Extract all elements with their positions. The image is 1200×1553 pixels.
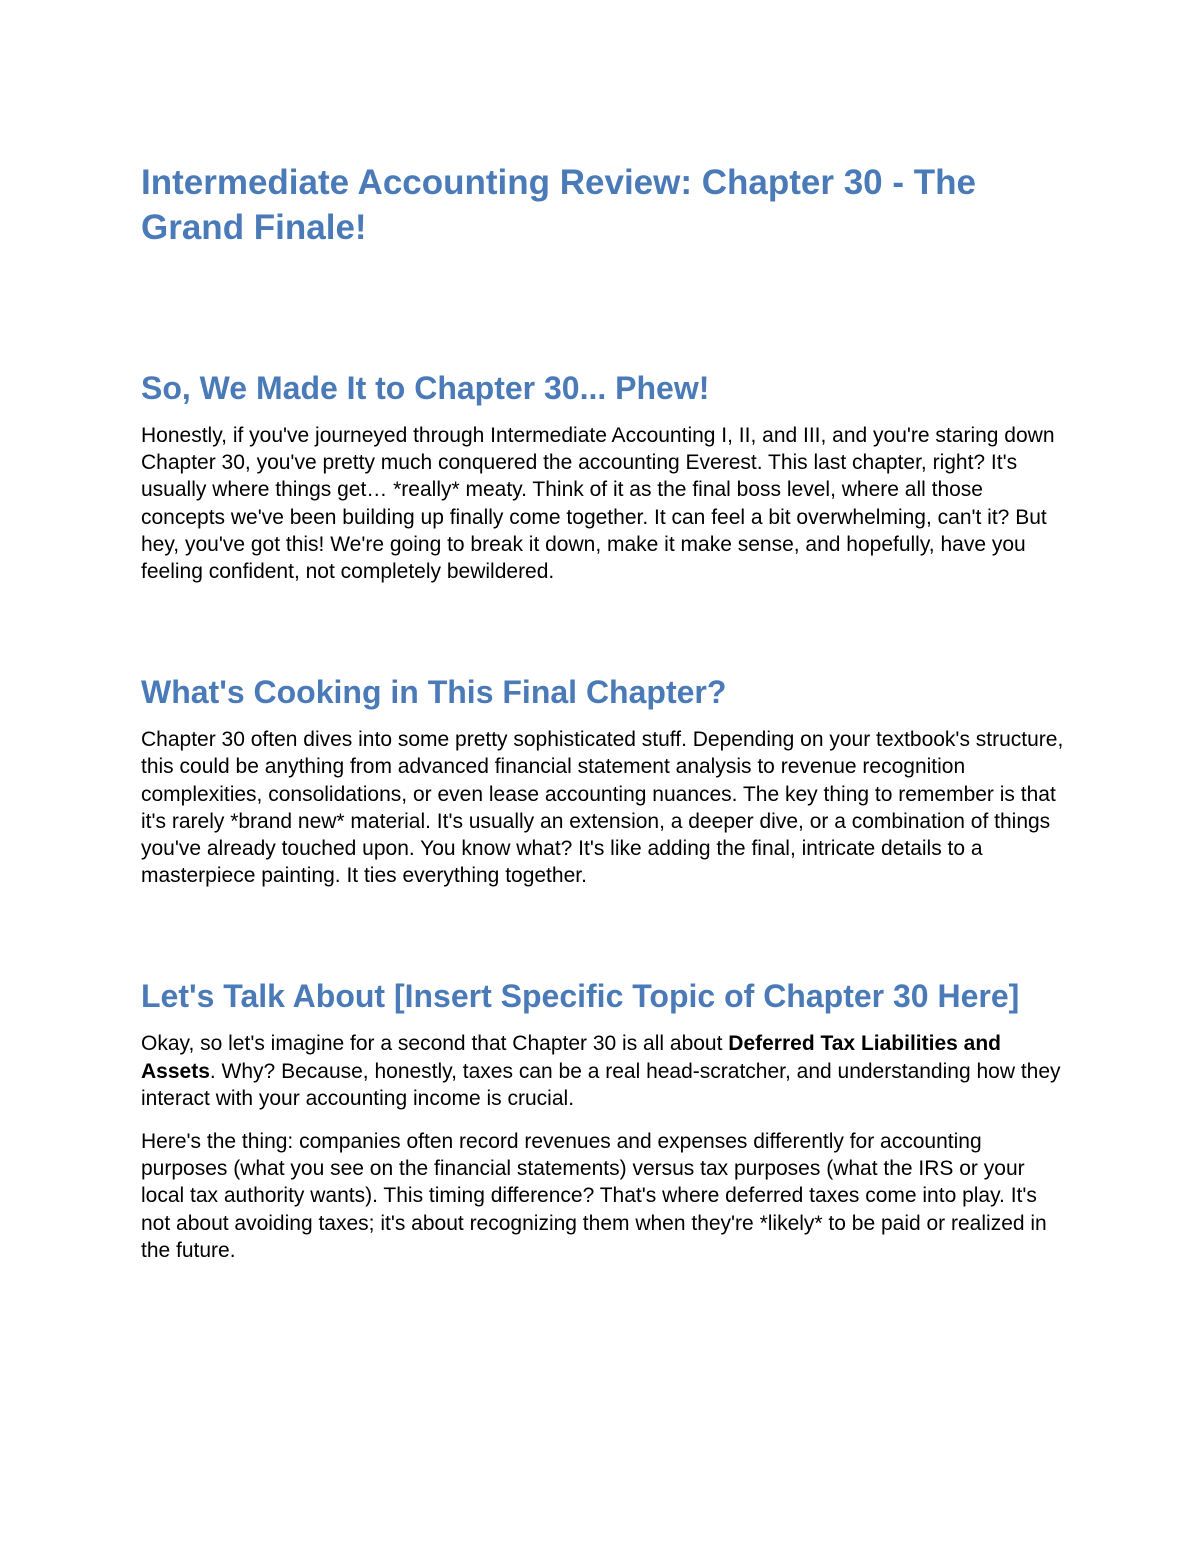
section-heading: Let's Talk About [Insert Specific Topic of Chapter 30 Here]	[141, 978, 1020, 1015]
section-heading: So, We Made It to Chapter 30... Phew!	[141, 370, 710, 406]
section-made-it	[141, 368, 1066, 585]
section-paragraph: Honestly, if you've journeyed through Intermediate Accounting I, II, and III, and you're staring down Chapter 30, you've pretty much conquered the accounting Everest. This last chapter, right? It's usually where things get… *really* meaty. Think of it as the final boss level, where all those concepts we've been building up finally come together. It can feel a bit overwhelming, can't it? But hey, you've got this! We're going to break it down, make it make sense, and hopefully, have you feeling confident, not completely bewildered.	[141, 424, 1055, 584]
intro-text-before: Okay, so let's imagine for a second that Chapter 30 is all about	[141, 1032, 729, 1056]
section-intro-paragraph	[141, 1030, 1066, 1112]
intro-bold-term: Deferred Tax Liabilities and Assets	[141, 1032, 1001, 1083]
section-paragraph: Here's the thing: companies often record revenues and expenses differently for accounting purposes (what you see on the financial statements) versus tax purposes (what the IRS or your local tax authority wants). This timing difference? That's where deferred taxes come into play. It's not about avoiding taxes; it's about recognizing them when they're *likely* to be paid or realized in the future.	[141, 1130, 1047, 1262]
section-paragraph: Chapter 30 often dives into some pretty sophisticated stuff. Depending on your textbook's structure, this could be anything from advanced financial statement analysis to revenue recognition complexities, consolidations, or even lease accounting nuances. The key thing to remember is that it's rarely *brand new* material. It's usually an extension, a deeper dive, or a combination of things you've already touched upon. You know what? It's like adding the final, intricate details to a masterpiece painting. It ties everything together.	[141, 728, 1064, 888]
document-content	[141, 160, 1066, 1264]
section-heading: What's Cooking in This Final Chapter?	[141, 674, 727, 711]
intro-text-after: . Why? Because, honestly, taxes can be a real head-scratcher, and understanding how they interact with your accounting income is crucial.	[141, 1059, 1061, 1110]
section-whats-cooking	[141, 672, 1066, 889]
section-specific-topic	[141, 976, 1066, 1264]
document-title: Intermediate Accounting Review: Chapter 30 - The Grand Finale!	[141, 163, 976, 247]
